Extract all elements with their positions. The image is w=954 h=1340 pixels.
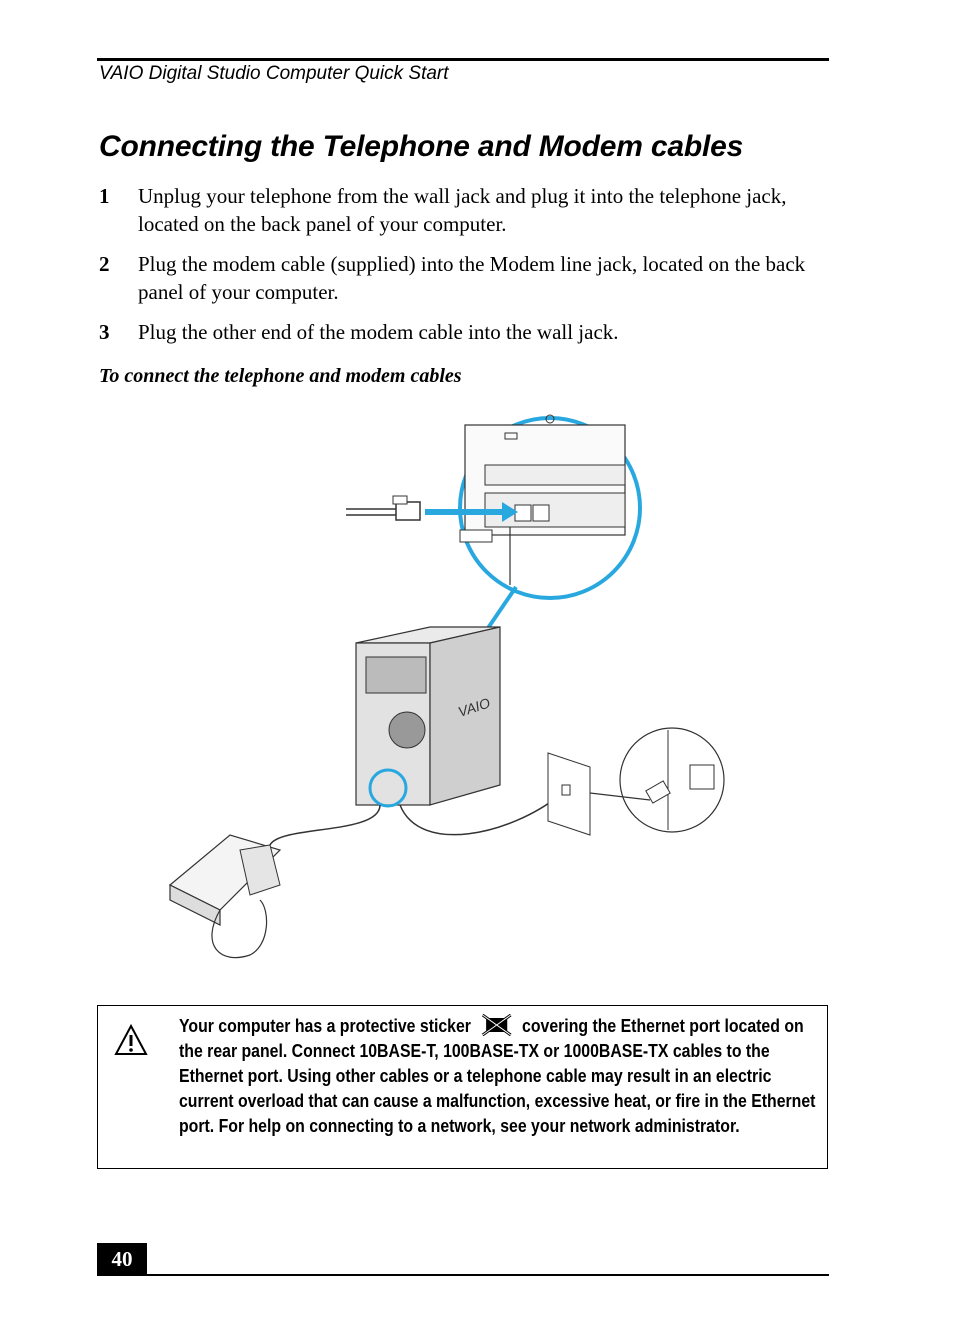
no-phone-sticker-icon [481, 1014, 513, 1036]
list-item [99, 250, 831, 306]
connection-illustration [160, 405, 740, 975]
wall-jack-zoom [590, 728, 724, 832]
step-text: Plug the modem cable (supplied) into the Modem line jack, located on the back panel of your computer. [138, 252, 806, 304]
magnified-panel [460, 415, 640, 598]
steps-list [99, 182, 831, 358]
warning-text [179, 1014, 824, 1139]
page-number: 40 [97, 1243, 147, 1276]
warning-text-part-2: covering the Ethernet port located on the rear panel. Connect 10BASE-T, 100BASE-TX or 1000BASE-TX cables to the Ethernet port. Using other cables or a telephone cable may result in an electric current overload that can cause a malfunction, excessive heat, or fire in the Ethernet port. For help on connecting to a network, see your network administrator. [179, 1016, 816, 1136]
footer-rule [97, 1274, 829, 1276]
step-number: 2 [99, 252, 110, 276]
step-text: Unplug your telephone from the wall jack and plug it into the telephone jack, located on the back panel of your computer. [138, 184, 787, 236]
rj11-plug-icon [346, 496, 420, 520]
warning-text-part-1: Your computer has a protective sticker [179, 1016, 471, 1036]
step-number: 1 [99, 184, 110, 208]
brand-label: VAIO [455, 694, 493, 720]
computer-tower-icon [356, 627, 500, 806]
warning-triangle-icon [114, 1024, 148, 1056]
list-item [99, 182, 831, 238]
list-item [99, 318, 831, 346]
wall-jack-icon [548, 753, 590, 835]
figure-caption: To connect the telephone and modem cables [99, 365, 462, 387]
page-title: Connecting the Telephone and Modem cables [99, 130, 744, 163]
header-rule [97, 58, 829, 61]
step-number: 3 [99, 320, 110, 344]
running-title: VAIO Digital Studio Computer Quick Start [99, 63, 449, 84]
step-text: Plug the other end of the modem cable into the wall jack. [138, 320, 619, 344]
warning-box [97, 1005, 828, 1169]
telephone-icon [170, 835, 280, 958]
